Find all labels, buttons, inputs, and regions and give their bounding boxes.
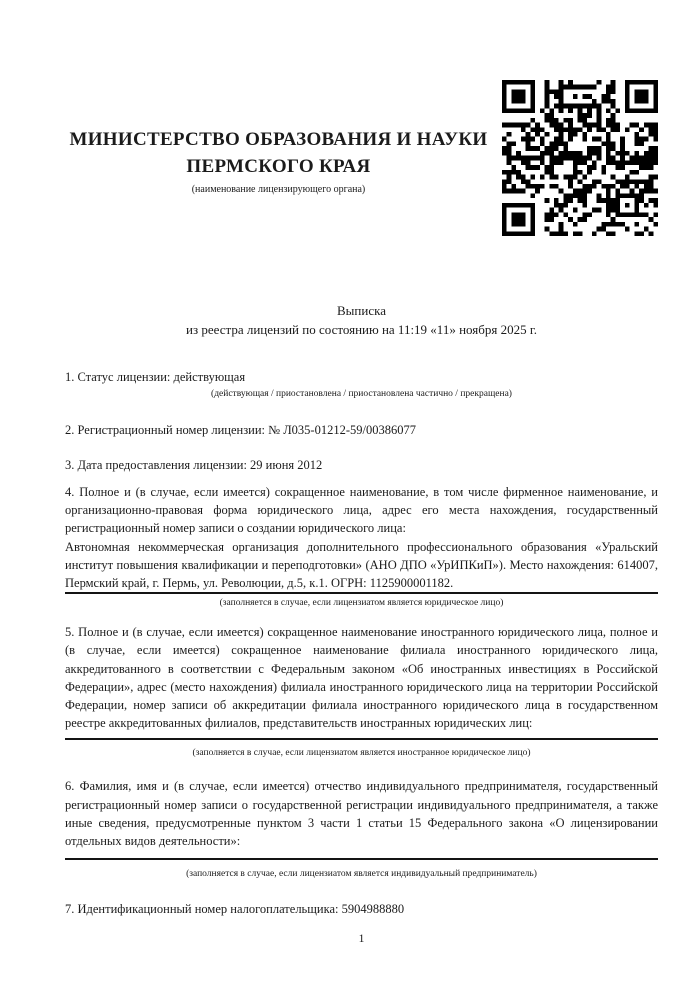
fill-line-legal-entity (65, 592, 658, 594)
legal-entity-section-label: 4. Полное и (в случае, если имеется) сокращенное наименование, в том числе фирменное наименование, и организационно-правовая форма юридического лица, адрес его места нахождения, государственный регистрационный номер записи о создании юридического лица: (65, 485, 658, 536)
taxpayer-id: 7. Идентификационный номер налогоплательщика: 5904988880 (65, 902, 405, 917)
fill-line-foreign-entity (65, 738, 658, 740)
document-title-line1: Выписка (337, 303, 386, 318)
page-number: 1 (358, 931, 365, 946)
entrepreneur-note: (заполняется в случае, если лицензиатом является индивидуальный предприниматель) (186, 869, 537, 880)
license-registration-number: 2. Регистрационный номер лицензии: № Л035-01212-59/00386077 (65, 423, 416, 437)
licensing-authority (65, 80, 502, 196)
license-status-options-note: (действующая / приостановлена / приостановлена частично / прекращена) (211, 389, 512, 399)
ministry-name-line2: ПЕРМСКОГО КРАЯ (186, 156, 371, 177)
foreign-entity-section-label: 5. Полное и (в случае, если имеется) сокращенное наименование иностранного юридического лица, полное и (в случае, если имеется) сокращенное наименование филиала иностранного юридического лица, аккредитованного в соответствии с Федеральным законом «Об иностранных инвестициях в Российской Федерации», адрес (место нахождения) филиала иностранного юридического лица на территории Российской Федерации, номер записи об аккредитации филиала иностранного юридического лица в государственном реестре аккредитованных филиалов, представительств иностранных юридических лиц: (65, 625, 658, 731)
entrepreneur-section-label: 6. Фамилия, имя и (в случае, если имеется) отчество индивидуального предпринимателя, государственный регистрационный номер записи о государственной регистрации индивидуального предпринимателя, а также иные сведения, предусмотренные пунктом 3 части 1 статьи 15 Федерального закона «О лицензировании отдельных видов деятельности»: (65, 779, 658, 849)
foreign-entity-note: (заполняется в случае, если лицензиатом является иностранное юридическое лицо) (192, 748, 531, 759)
legal-entity-details: Автономная некоммерческая организация дополнительного профессионального образования «Уральский институт повышения квалификации и переподготовки» (АНО ДПО «УрИПКиП»). Место нахождения: 614007, Пермский край, г. Пермь, ул. Революции, д.5, к.1. ОГРН: 1125900001182. (65, 539, 658, 591)
ministry-caption: (наименование лицензирующего органа) (191, 184, 366, 195)
legal-entity-note: (заполняется в случае, если лицензиатом является юридическое лицо) (219, 598, 504, 609)
fill-line-entrepreneur (65, 858, 658, 860)
ministry-name-line1: МИНИСТЕРСТВО ОБРАЗОВАНИЯ И НАУКИ (69, 129, 488, 150)
document-header (65, 80, 658, 236)
document-title (65, 302, 658, 339)
license-grant-date: 3. Дата предоставления лицензии: 29 июня 2012 (65, 458, 323, 472)
license-status: 1. Статус лицензии: действующая (65, 370, 246, 384)
qr-code (502, 80, 658, 236)
document-title-line2: из реестра лицензий по состоянию на 11:19 «11» ноября 2025 г. (186, 321, 537, 337)
